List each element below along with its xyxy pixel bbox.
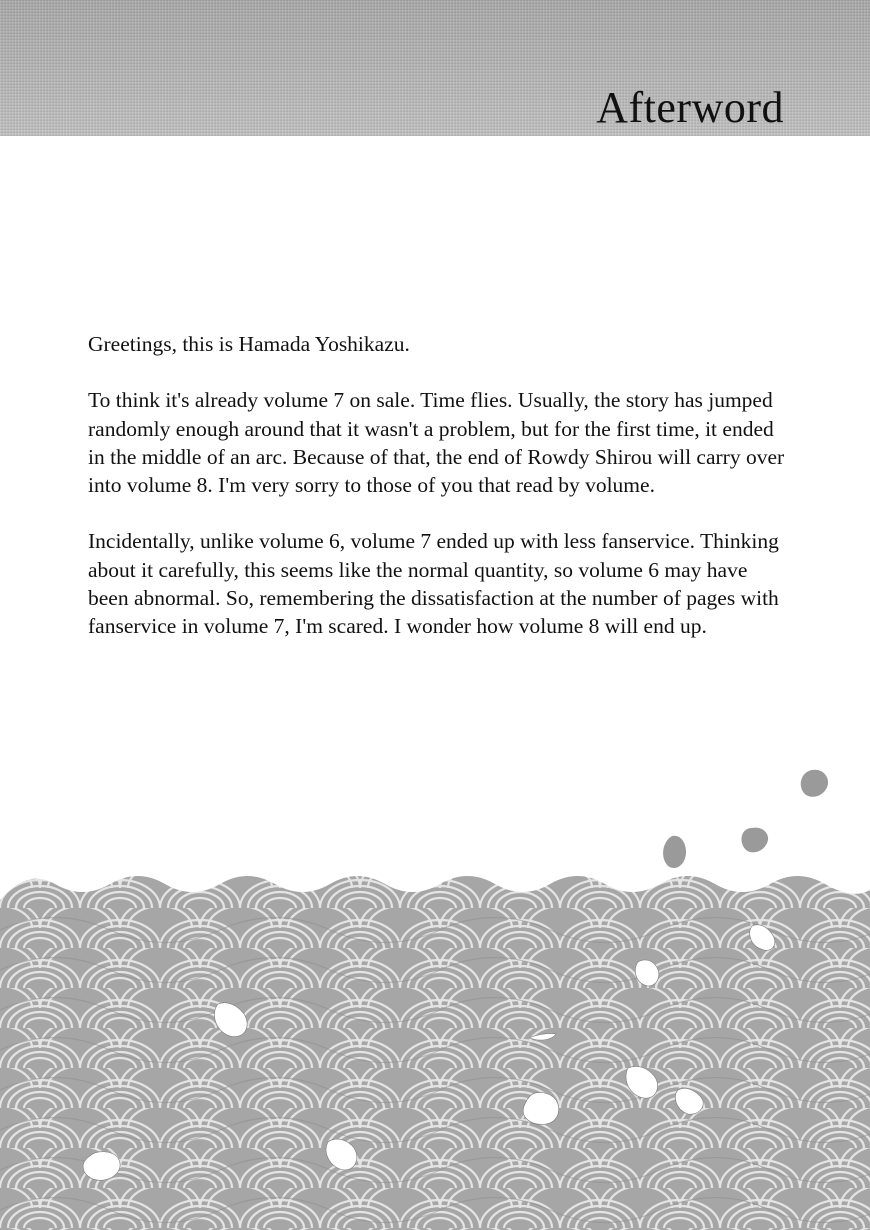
sakura-petal-icon-group-grey [663, 770, 828, 868]
paragraph-volume-7: To think it's already volume 7 on sale. Time flies. Usually, the story has jumped randomly enough around that it wasn't a problem, but for the first time, it ended in the middle of an arc. Because of that, the end of Rowdy Shirou will carry over into volume 8. I'm very sorry to those of you that read by volume. [88, 388, 785, 497]
page-title: Afterword [596, 83, 784, 132]
seigaiha-wave-decoration [0, 760, 870, 1230]
paragraph-greeting: Greetings, this is Hamada Yoshikazu. [88, 332, 410, 356]
sakura-petal-icon [523, 1093, 559, 1125]
afterword-body [88, 330, 788, 640]
header-band [0, 0, 870, 136]
sakura-petal-icon [741, 828, 768, 853]
paragraph-fanservice: Incidentally, unlike volume 6, volume 7 ended up with less fanservice. Thinking about it carefully, this seems like the normal quantity, so volume 6 may have been abnormal. So, remembering the dissatisfaction at the number of pages with fanservice in volume 7, I'm scared. I wonder how volume 8 will end up. [88, 529, 779, 638]
sakura-petal-icon [801, 770, 828, 797]
sakura-petal-icon [663, 836, 686, 868]
wave-field [0, 860, 870, 1230]
